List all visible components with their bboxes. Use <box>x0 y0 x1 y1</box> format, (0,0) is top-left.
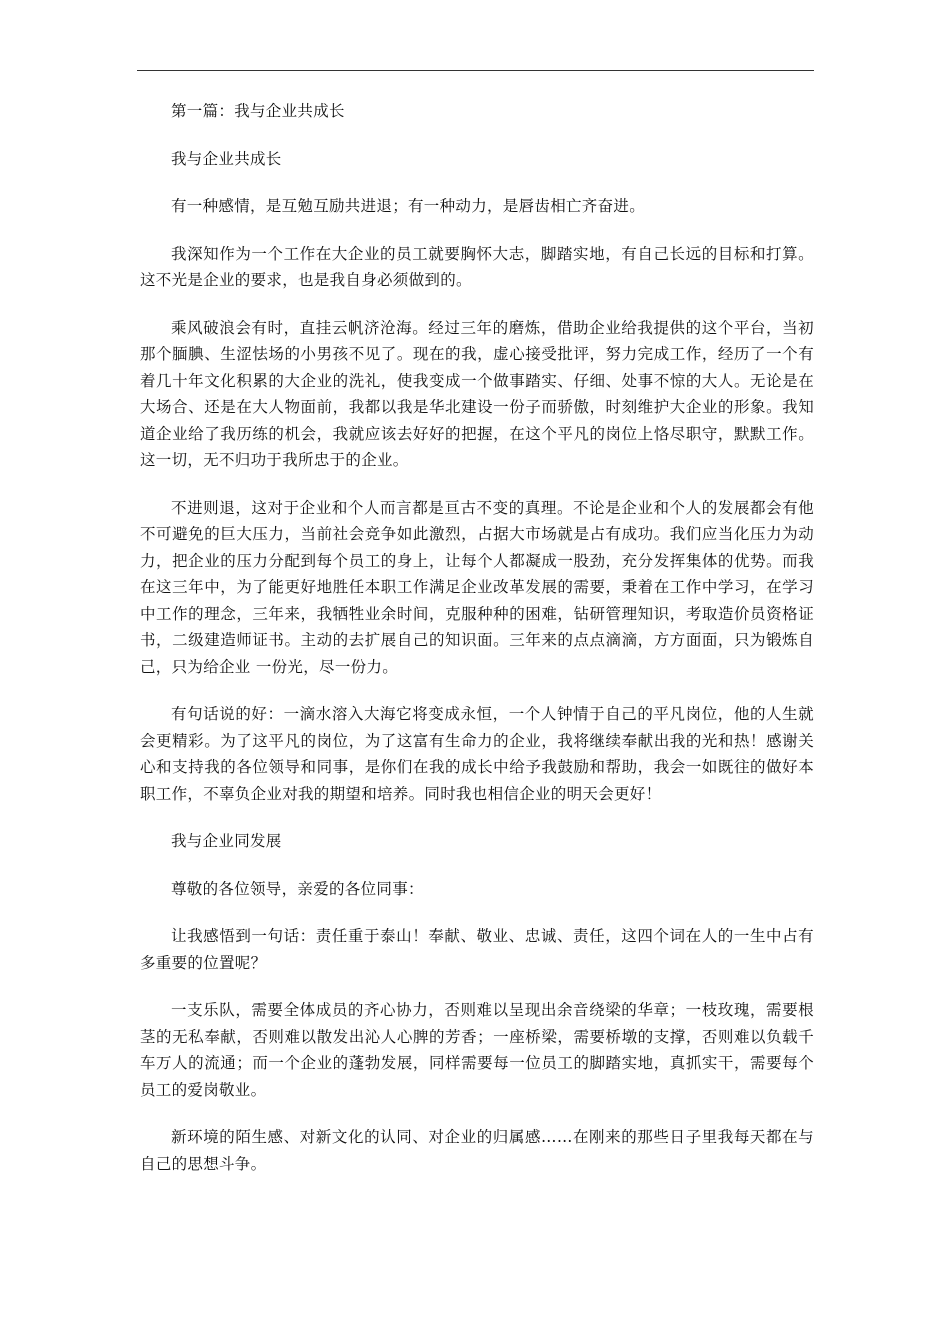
paragraph-intro: 有一种感情，是互勉互励共进退；有一种动力，是唇齿相亡齐奋进。 <box>171 197 646 215</box>
paragraph-teamwork: 一支乐队，需要全体成员的齐心协力，否则难以呈现出余音绕梁的华章；一枝玫瑰，需要根茎的无私奉献，否则难以散发出沁人心脾的芳香；一座桥梁，需要桥墩的支撑，否则难以负载千车万人的流通；而一个企业的蓬勃发展，同样需要每一位员工的脚踏实地，真抓实干，需要每个员工的爱岗敬业。 <box>140 1001 814 1099</box>
section-title-grow-together: 我与企业共成长 <box>171 149 282 168</box>
document-body <box>140 98 814 1198</box>
paragraph-responsibility: 让我感悟到一句话：责任重于泰山！奉献、敬业、忠诚、责任，这四个词在人的一生中占有多重要的位置呢？ <box>140 927 814 972</box>
paragraph-salutation: 尊敬的各位领导，亲爱的各位同事： <box>171 879 424 898</box>
paragraph-growth: 乘风破浪会有时，直挂云帆济沧海。经过三年的磨炼，借助企业给我提供的这个平台，当初那个腼腆、生涩怯场的小男孩不见了。现在的我，虚心接受批评，努力完成工作，经历了一个有着几十年文化积累的大企业的洗礼，使我变成一个做事踏实、仔细、处事不惊的大人。无论是在大场合、还是在大人物面前，我都以我是华北建设一份子而骄傲，时刻维护大企业的形象。我知道企业给了我历练的机会，我就应该去好好的把握，在这个平凡的岗位上恪尽职守，默默工作。这一切，无不归功于我所忠于的企业。 <box>140 318 814 469</box>
paragraph-gratitude: 有句话说的好：一滴水溶入大海它将变成永恒，一个人钟情于自己的平凡岗位，他的人生就会更精彩。为了这平凡的岗位，为了这富有生命力的企业，我将继续奉献出我的光和热！感谢关心和支持我的各位领导和同事，是你们在我的成长中给予我鼓励和帮助，我会一如既往的做好本职工作，不辜负企业对我的期望和培养。同时我也相信企业的明天会更好！ <box>140 705 814 803</box>
section-title-develop-together: 我与企业同发展 <box>171 832 282 850</box>
header-rule <box>137 70 814 71</box>
paragraph-ambition: 我深知作为一个工作在大企业的员工就要胸怀大志，脚踏实地，有自己长远的目标和打算。 这不光是企业的要求，也是我自身必须做到的。 <box>140 244 814 289</box>
chapter-title: 第一篇：我与企业共成长 <box>171 102 345 120</box>
paragraph-progress: 不进则退，这对于企业和个人而言都是亘古不变的真理。不论是企业和个人的发展都会有他不可避免的巨大压力，当前社会竞争如此激烈，占据大市场就是占有成功。我们应当化压力为动力，把企业的压力分配到每个员工的身上，让每个人都凝成一股劲，充分发挥集体的优势。而我在这三年中，为了能更好地胜任本职工作满足企业改革发展的需要，秉着在工作中学习，在学习中工作的理念，三年来，我牺牲业余时间，克服种种的困难，钻研管理知识，考取造价员资格证书，二级建造师证书。主动的去扩展自己的知识面。三年来的点点滴滴，方方面面，只为锻炼自己，只为给企业 一份光，尽一份力。 <box>140 498 814 676</box>
paragraph-new-environment: 新环境的陌生感、对新文化的认同、对企业的归属感……在刚来的那些日子里我每天都在与自己的思想斗争。 <box>140 1128 814 1173</box>
